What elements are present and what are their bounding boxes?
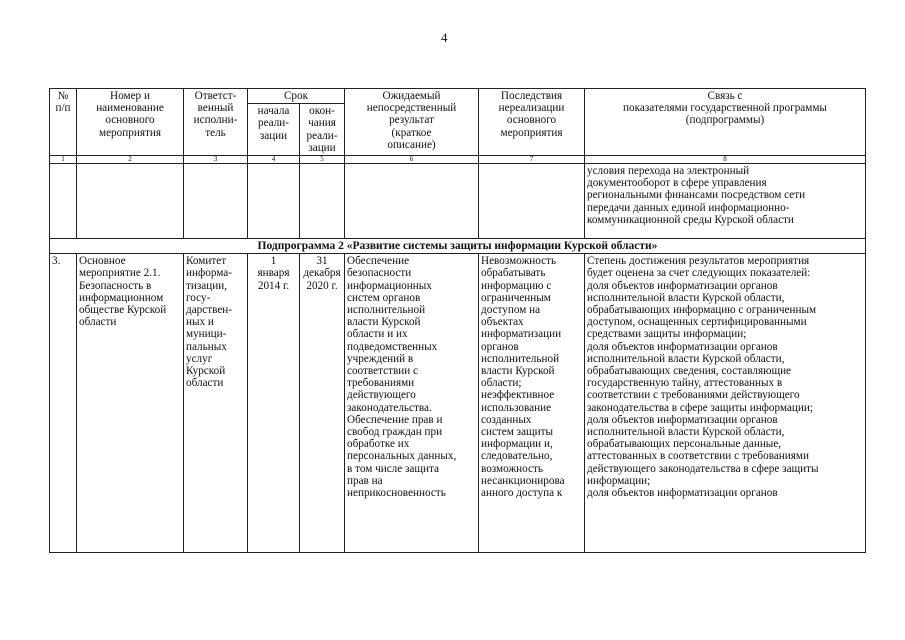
activity-row bbox=[50, 254, 866, 553]
column-number: 8 bbox=[585, 156, 866, 164]
empty-cell bbox=[77, 164, 184, 239]
page-number: 4 bbox=[441, 30, 448, 45]
activity-name: Основное мероприятие 2.1. Безопасность в информационном обществе Курской области bbox=[77, 254, 184, 553]
column-number: 2 bbox=[77, 156, 184, 164]
header-name: Номер и наименование основного мероприятия bbox=[77, 89, 184, 156]
column-number: 5 bbox=[300, 156, 345, 164]
header-term: Срок bbox=[248, 89, 345, 104]
header-start: начала реали- зации bbox=[248, 104, 300, 156]
header-num: № п/п bbox=[50, 89, 77, 156]
column-number: 3 bbox=[184, 156, 248, 164]
indicators-link: Степень достижения результатов мероприятия будет оценена за счет следующих показателей: доля объектов информатизации органов исполнительной власти Курской области, обрабатывающих информацию с ограниченным доступом, оснащенных сертифицированными средствами защиты информации; доля объектов информатизации органов исполнительной власти Курской области, обрабатывающих сведения, составляющие государственную тайну, аттестованных в соответствии с требованиями действующего законодательства в сфере защиты информации; доля объектов информатизации органов исполнительной власти Курской области, обрабатывающих персональные данные, аттестованных в соответствии с требованиями действующего законодательства в сфере защиты информации; доля объектов информатизации органов bbox=[587, 255, 819, 500]
column-number: 1 bbox=[50, 156, 77, 164]
header-end: окон- чания реали- зации bbox=[300, 104, 345, 156]
empty-cell bbox=[345, 164, 479, 239]
expected-result-cell bbox=[345, 254, 479, 553]
header-result: Ожидаемый непосредственный результат (краткое описание) bbox=[345, 89, 479, 156]
responsible-executor: Комитет информа- тизации, госу- дарствен- ных и муници- пальных услуг Курской области bbox=[184, 254, 248, 553]
header-consequences: Последствия нереализации основного мероприятия bbox=[479, 89, 585, 156]
header-row bbox=[50, 89, 866, 104]
consequences: Невозможность обрабатывать информацию с ограниченным доступом на объектах информатизации органов исполнительной власти Курской области; неэффективное использование созданных систем защиты информации и, следовательно, возможность несанкционирова анного доступа к bbox=[481, 255, 565, 500]
empty-cell bbox=[184, 164, 248, 239]
empty-cell bbox=[300, 164, 345, 239]
subprogram-title: Подпрограмма 2 «Развитие системы защиты информации Курской области» bbox=[50, 239, 866, 254]
continuation-row bbox=[50, 164, 866, 239]
indicators-link-cell bbox=[585, 254, 866, 553]
column-number: 7 bbox=[479, 156, 585, 164]
column-numbers-row bbox=[50, 156, 866, 164]
activities-table bbox=[49, 88, 866, 553]
consequences-cell bbox=[479, 254, 585, 553]
empty-cell bbox=[479, 164, 585, 239]
row-number: 3. bbox=[50, 254, 77, 553]
start-date: 1 января 2014 г. bbox=[248, 254, 300, 553]
column-number: 6 bbox=[345, 156, 479, 164]
expected-result: Обеспечение безопасности информационных систем органов исполнительной власти Курской области и их подведомственных учреждений в соответствии с требованиями действующего законодательства. Обеспечение прав и свобод граждан при обработке их персональных данных, в том числе защита прав на неприкосновенность bbox=[347, 255, 457, 500]
end-date: 31 декабря 2020 г. bbox=[300, 254, 345, 553]
header-responsible: Ответст- венный исполни- тель bbox=[184, 89, 248, 156]
continuation-text: условия перехода на электронный документооборот в сфере управления региональными финансами посредством сети передачи данных единой информационно- коммуникационной среды Курской области bbox=[585, 164, 866, 239]
subprogram-row bbox=[50, 239, 866, 254]
header-link: Связь с показателями государственной программы (подпрограммы) bbox=[585, 89, 866, 156]
empty-cell bbox=[50, 164, 77, 239]
column-number: 4 bbox=[248, 156, 300, 164]
empty-cell bbox=[248, 164, 300, 239]
